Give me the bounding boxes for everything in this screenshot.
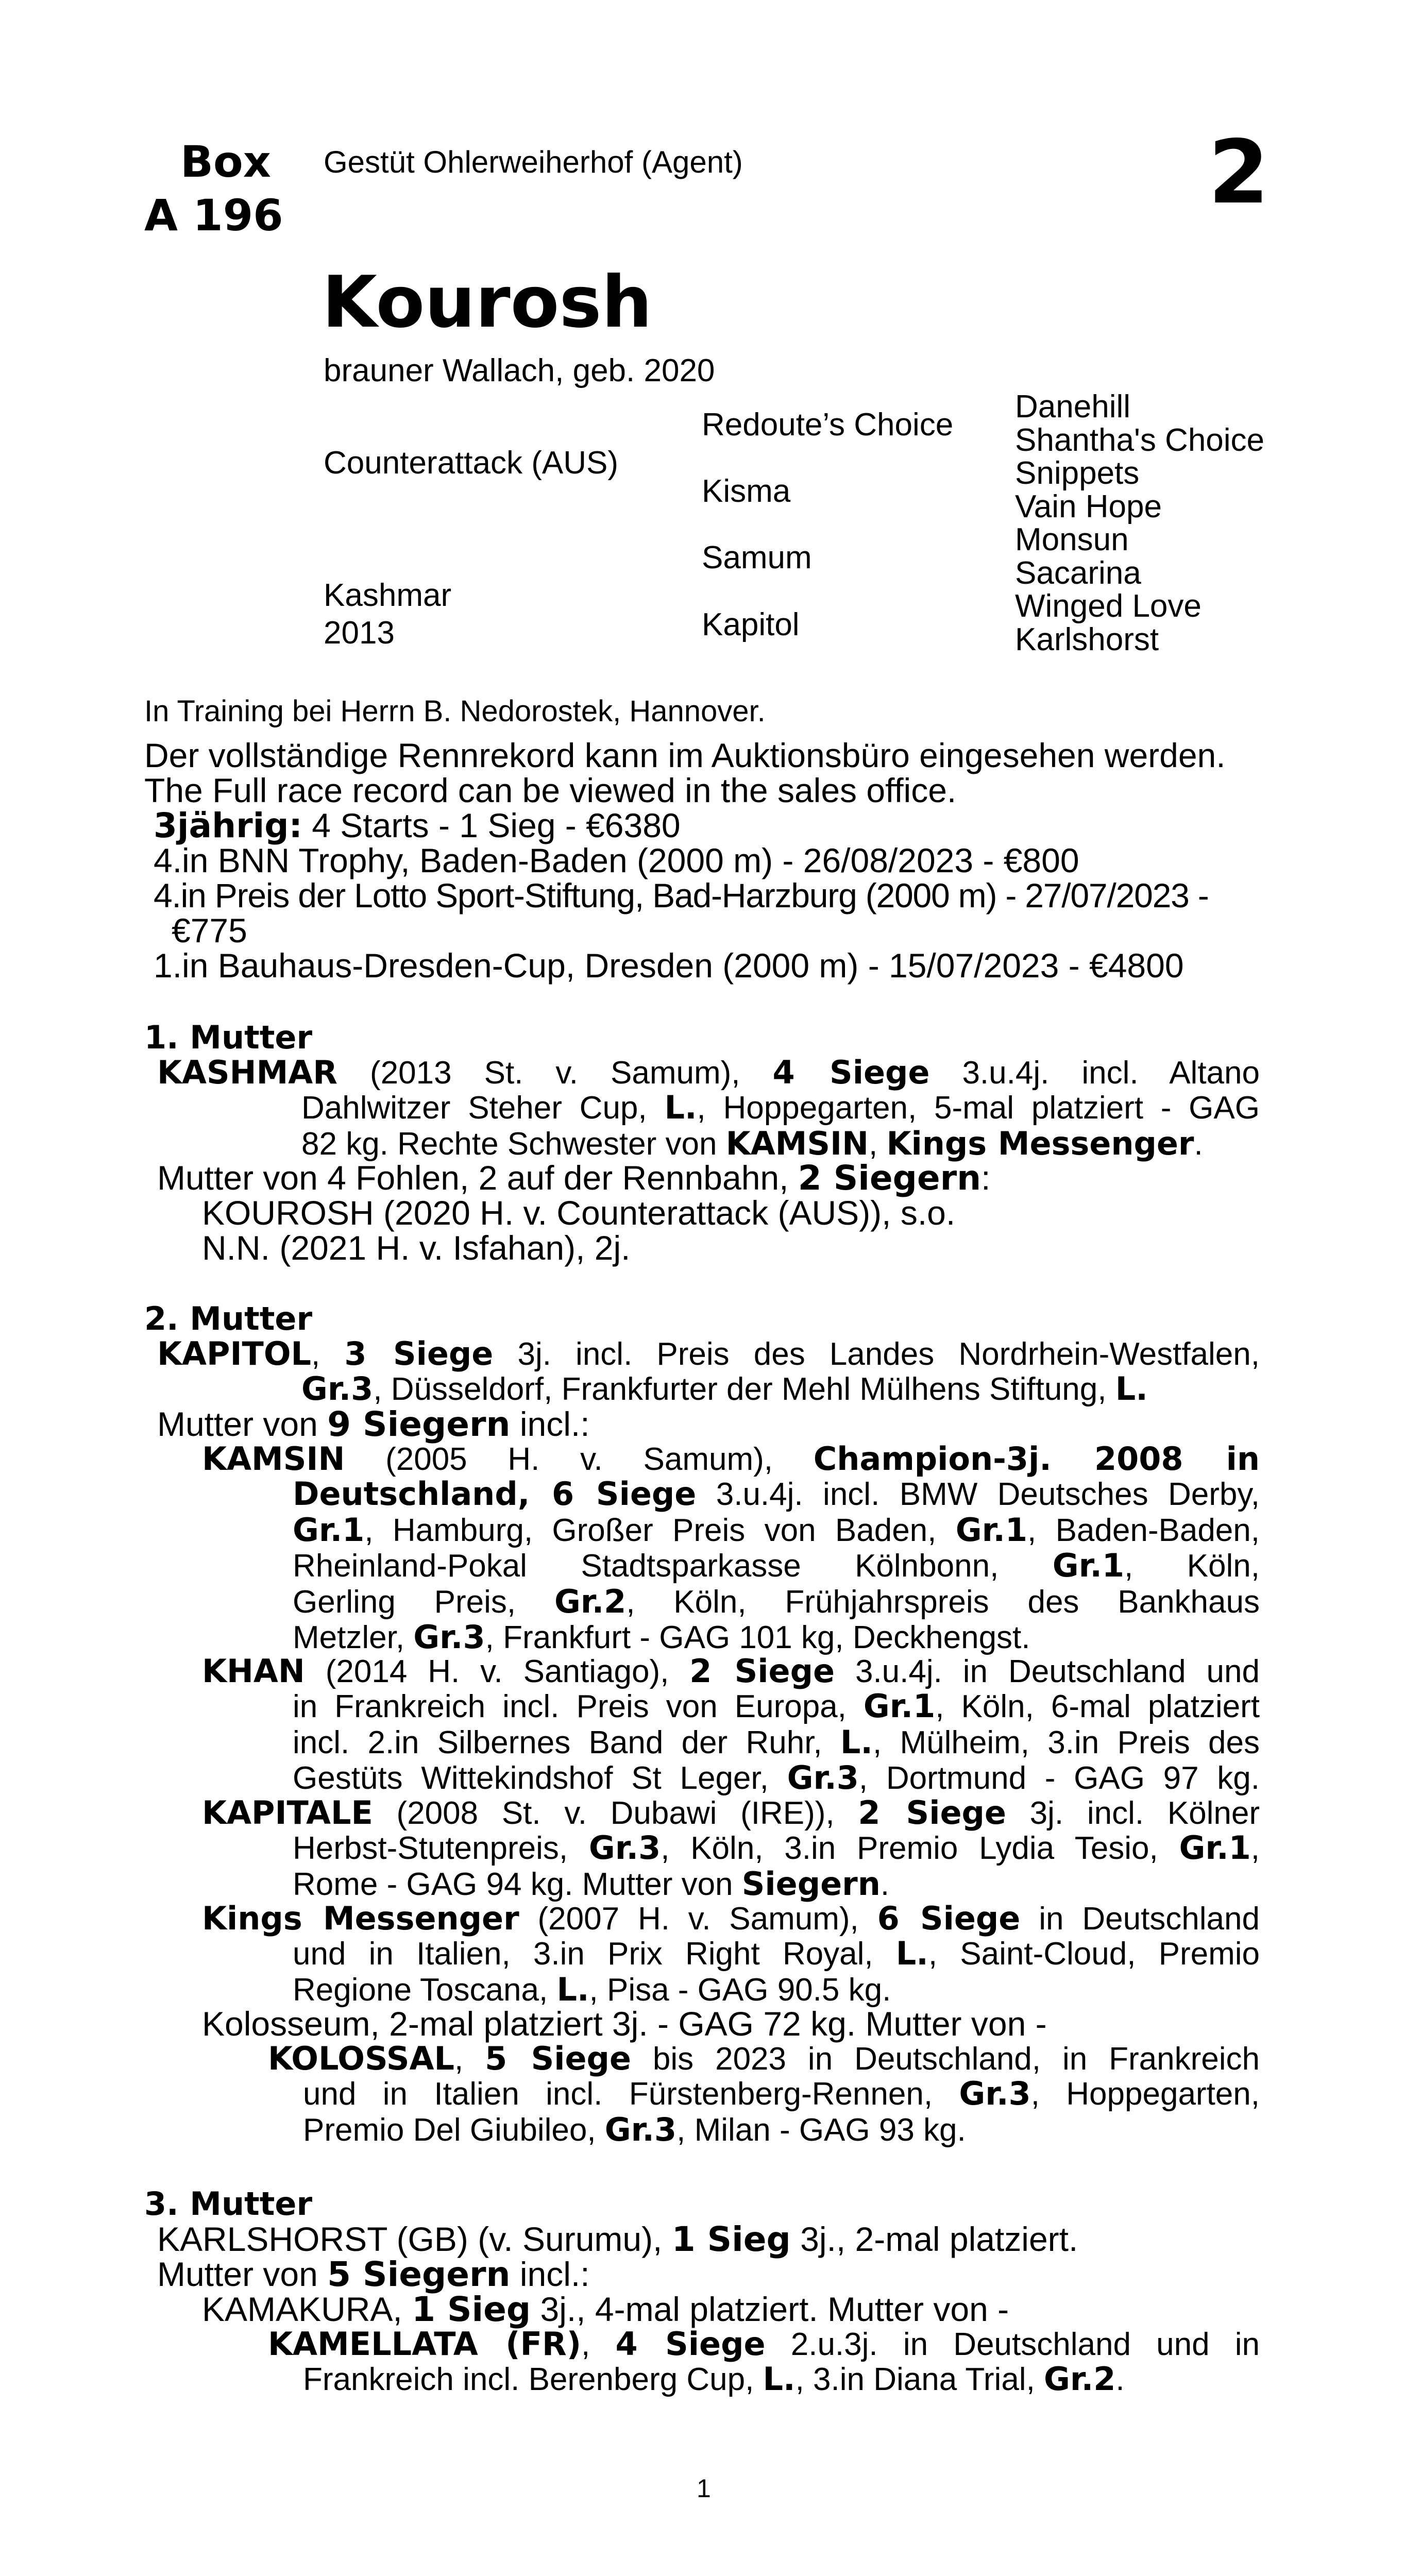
sibling-entry-kamsin xyxy=(202,1442,1260,1478)
sibling-name: KOLOSSAL xyxy=(268,2040,454,2077)
sibling-name: Kings Messenger xyxy=(886,1124,1194,1162)
pedigree-grandparent: Redoute’s Choice xyxy=(702,407,954,443)
pedigree-great-grandparent: Monsun xyxy=(1015,522,1129,557)
champion: Champion-3j. 2008 in xyxy=(813,1440,1260,1478)
winners: 2 Siegern xyxy=(798,1158,982,1198)
sibling-name: KAMSIN xyxy=(725,1124,869,1162)
sibling-entry-kamellata-cont xyxy=(303,2362,1260,2398)
horse-name: Kourosh xyxy=(322,261,652,344)
pedigree-grandparent: Kapitol xyxy=(702,607,800,642)
text-line: Dahlwitzer Steher Cup, L., Hoppegarten, 5-mal platziert - GAG xyxy=(301,1089,1260,1126)
wins: 1 Sieg xyxy=(671,2219,791,2259)
text-line: KAPITALE (2008 St. v. Dubawi (IRE)), 2 Siege 3j. incl. Kölner xyxy=(202,1794,1260,1832)
summary-text: 4 Starts - 1 Sieg - €6380 xyxy=(302,806,681,844)
sibling-name: KHAN xyxy=(202,1652,305,1690)
text-line: Kings Messenger (2007 H. v. Samum), 6 Siege in Deutschland xyxy=(202,1900,1260,1937)
text-line: Frankreich incl. Berenberg Cup, L., 3.in Diana Trial, Gr.2. xyxy=(303,2360,1125,2398)
text-line: Gerling Preis, Gr.2, Köln, Frühjahrspreis des Bankhaus xyxy=(293,1582,1260,1620)
pedigree-great-grandparent: Shantha's Choice xyxy=(1015,422,1265,458)
sibling-entry-khan xyxy=(202,1654,1260,1690)
sibling-entry-kapitale-cont xyxy=(293,1831,1260,1902)
pedigree-great-grandparent: Snippets xyxy=(1015,455,1140,491)
text-line: Herbst-Stutenpreis, Gr.3, Köln, 3.in Premio Lydia Tesio, Gr.1, xyxy=(293,1829,1260,1867)
record-note-de: Der vollständige Rennrekord kann im Auktionsbüro eingesehen werden. xyxy=(144,736,1226,774)
sibling-entry-kapitale xyxy=(202,1795,1260,1832)
text-line: Deutschland, 6 Siege 3.u.4j. incl. BMW Deutsches Derby, xyxy=(293,1475,1260,1513)
sibling-entry-khan-cont xyxy=(293,1689,1260,1797)
pedigree-dam-year: 2013 xyxy=(324,615,395,651)
wins: 3 Siege xyxy=(344,1335,494,1372)
grade: L. xyxy=(664,1089,697,1126)
age-label: 3jährig: xyxy=(154,806,302,845)
dam-name: KASHMAR xyxy=(157,1054,337,1091)
text-line: Rheinland-Pokal Stadtsparkasse Kölnbonn, Gr.1, Köln, xyxy=(293,1547,1260,1584)
pedigree-great-grandparent: Vain Hope xyxy=(1015,489,1162,524)
third-dam-produce: Mutter von 5 Siegern incl.: xyxy=(157,2255,590,2294)
offspring: KOUROSH (2020 H. v. Counterattack (AUS)), s.o. xyxy=(202,1194,956,1232)
wins: 5 Siege xyxy=(485,2040,631,2077)
first-dam-heading: 1. Mutter xyxy=(144,1019,313,1056)
text-line: Regione Toscana, L., Pisa - GAG 90.5 kg. xyxy=(293,1970,891,2008)
pedigree-great-grandparent: Danehill xyxy=(1015,389,1131,425)
wins: 1 Sieg xyxy=(412,2290,531,2329)
sibling-entry-kings-messenger-cont xyxy=(293,1936,1260,2008)
training-note: In Training bei Herrn B. Nedorostek, Hannover. xyxy=(144,694,766,728)
pedigree-great-grandparent: Sacarina xyxy=(1015,555,1141,591)
text-line: KASHMAR (2013 St. v. Samum), 4 Siege 3.u.4j. incl. Altano xyxy=(157,1054,1260,1091)
box-label: Box xyxy=(180,137,271,187)
pedigree-dam: Kashmar xyxy=(324,578,452,613)
sibling-entry-kolossal-cont xyxy=(303,2076,1260,2148)
text-line: KAMSIN (2005 H. v. Samum), Champion-3j. 2008 in xyxy=(202,1440,1260,1478)
text-line: 82 kg. Rechte Schwester von KAMSIN, Kings Messenger. xyxy=(301,1124,1203,1162)
text-line: KHAN (2014 H. v. Santiago), 2 Siege 3.u.4j. in Deutschland und xyxy=(202,1652,1260,1690)
third-dam-entry: KARLSHORST (GB) (v. Surumu), 1 Sieg 3j., 2-mal platziert. xyxy=(157,2219,1078,2259)
grade: L. xyxy=(1115,1370,1148,1408)
text-line: Rome - GAG 94 kg. Mutter von Siegern. xyxy=(293,1865,890,1903)
second-dam-entry xyxy=(157,1336,1260,1372)
kolosseum-entry: Kolosseum, 2-mal platziert 3j. - GAG 72 kg. Mutter von - xyxy=(202,2005,1047,2043)
second-dam-produce: Mutter von 9 Siegern incl.: xyxy=(157,1404,590,1444)
text-line: Gestüts Wittekindshof St Leger, Gr.3, Dortmund - GAG 97 kg. xyxy=(293,1759,1260,1797)
second-dam-entry-cont xyxy=(301,1371,1260,1408)
text-line: in Frankreich incl. Preis von Europa, Gr.1, Köln, 6-mal platziert xyxy=(293,1687,1260,1725)
race-entry: 1.in Bauhaus-Dresden-Cup, Dresden (2000 m) - 15/07/2023 - €4800 xyxy=(154,946,1184,985)
winners: 9 Siegern xyxy=(327,1404,511,1444)
sibling-entry-kamellata xyxy=(268,2327,1260,2363)
text-line: Gr.3, Düsseldorf, Frankfurter der Mehl Mülhens Stiftung, L. xyxy=(301,1370,1148,1408)
wins: 4 Siege xyxy=(615,2325,766,2363)
text-line: und in Italien incl. Fürstenberg-Rennen, Gr.3, Hoppegarten, xyxy=(303,2075,1260,2112)
winners: 5 Siegern xyxy=(327,2255,511,2294)
pedigree-grandparent: Kisma xyxy=(702,473,791,509)
text-line: KAMELLATA (FR), 4 Siege 2.u.3j. in Deutschland und in xyxy=(268,2325,1260,2363)
offspring: N.N. (2021 H. v. Isfahan), 2j. xyxy=(202,1229,631,1267)
dam-name: KAPITOL xyxy=(157,1335,312,1372)
page-number: 1 xyxy=(697,2474,711,2503)
wins: 2 Siege xyxy=(858,1794,1006,1832)
pedigree-sire: Counterattack (AUS) xyxy=(324,445,618,481)
race-entry: 4.in BNN Trophy, Baden-Baden (2000 m) - 26/08/2023 - €800 xyxy=(154,841,1079,879)
lot-number: 2 xyxy=(1208,122,1270,224)
first-dam-entry xyxy=(157,1055,1260,1091)
wins: 6 Siege xyxy=(877,1900,1021,1937)
sibling-name: KAPITALE xyxy=(202,1794,373,1832)
horse-description: brauner Wallach, geb. 2020 xyxy=(324,353,715,388)
sibling-name: KAMELLATA (FR) xyxy=(268,2325,582,2363)
pedigree-grandparent: Samum xyxy=(702,540,812,575)
first-dam-produce: Mutter von 4 Fohlen, 2 auf der Rennbahn, 2 Siegern: xyxy=(157,1158,991,1198)
text-line: Metzler, Gr.3, Frankfurt - GAG 101 kg, Deckhengst. xyxy=(293,1618,1030,1656)
sibling-entry-kolossal xyxy=(268,2041,1260,2077)
race-entry: 4.in Preis der Lotto Sport-Stiftung, Bad-Harzburg (2000 m) - 27/07/2023 - xyxy=(154,876,1209,914)
kamakura-entry: KAMAKURA, 1 Sieg 3j., 4-mal platziert. Mutter von - xyxy=(202,2290,1009,2329)
second-dam-heading: 2. Mutter xyxy=(144,1300,313,1337)
grade: Gr.3 xyxy=(301,1370,374,1408)
sibling-entry-kings-messenger xyxy=(202,1901,1260,1937)
pedigree-great-grandparent: Winged Love xyxy=(1015,588,1202,624)
pedigree-great-grandparent: Karlshorst xyxy=(1015,622,1159,657)
consignor: Gestüt Ohlerweiherhof (Agent) xyxy=(324,145,743,179)
race-entry-continuation: €775 xyxy=(172,911,247,950)
text-line: KOLOSSAL, 5 Siege bis 2023 in Deutschland, in Frankreich xyxy=(268,2040,1260,2077)
record-note-en: The Full race record can be viewed in the sales office. xyxy=(144,771,957,809)
box-number: A 196 xyxy=(144,190,283,241)
race-record-summary xyxy=(154,808,681,843)
wins: 2 Siege xyxy=(689,1652,835,1690)
first-dam-entry-cont xyxy=(301,1090,1260,1162)
sibling-name: Kings Messenger xyxy=(202,1900,519,1937)
sibling-name: KAMSIN xyxy=(202,1440,345,1478)
sibling-entry-kamsin-cont xyxy=(293,1477,1260,1656)
champion: Deutschland, 6 Siege xyxy=(293,1475,697,1513)
text-line: Premio Del Giubileo, Gr.3, Milan - GAG 93 kg. xyxy=(303,2110,966,2148)
text-line: und in Italien, 3.in Prix Right Royal, L., Saint-Cloud, Premio xyxy=(293,1935,1260,1972)
wins: 4 Siege xyxy=(772,1054,930,1091)
text-line: KAPITOL, 3 Siege 3j. incl. Preis des Landes Nordrhein-Westfalen, xyxy=(157,1335,1260,1372)
text-line: incl. 2.in Silbernes Band der Ruhr, L., Mülheim, 3.in Preis des xyxy=(293,1723,1260,1761)
text-line: Gr.1, Hamburg, Großer Preis von Baden, Gr.1, Baden-Baden, xyxy=(293,1511,1260,1549)
third-dam-heading: 3. Mutter xyxy=(144,2185,313,2223)
